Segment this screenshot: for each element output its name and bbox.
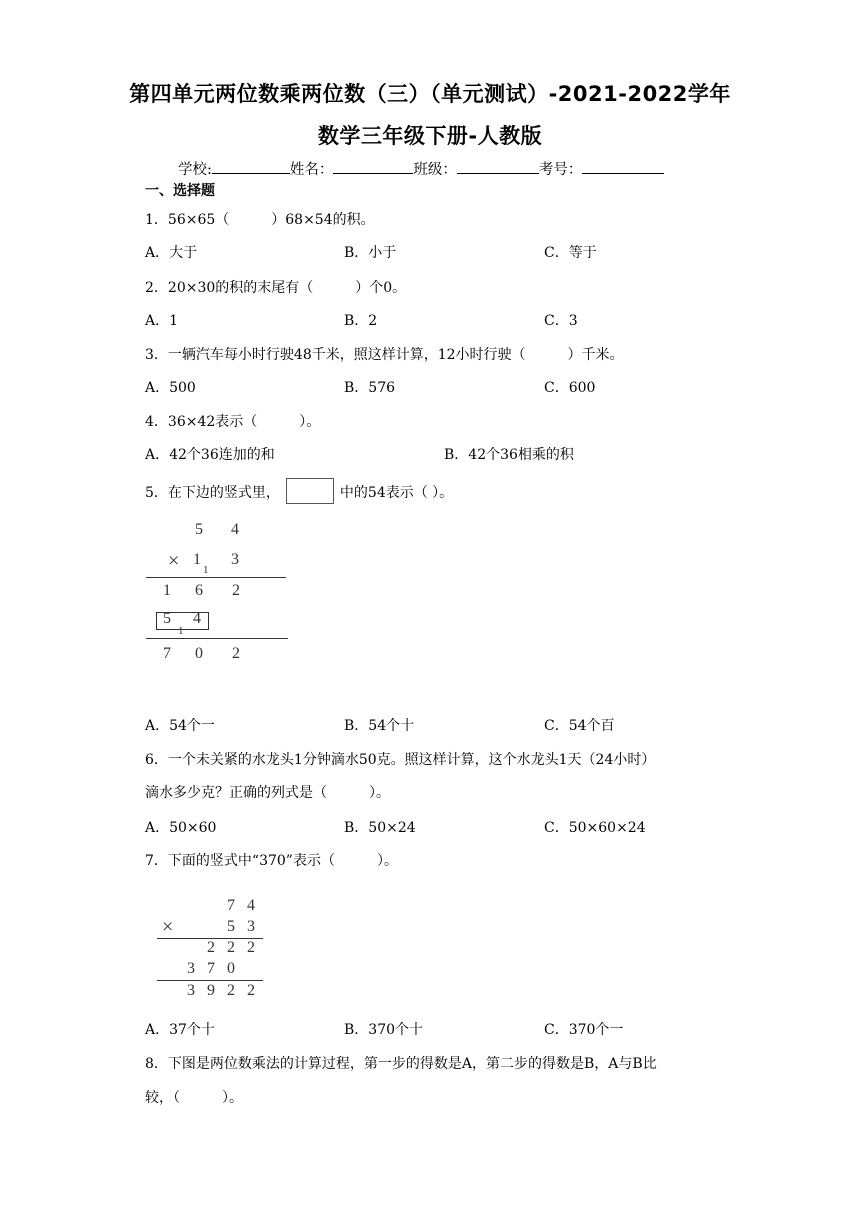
q7-result-thousands: 3 xyxy=(187,982,195,999)
q2-option-c: C．3 xyxy=(544,313,578,329)
q5-text-after: 中的54表示（ ）。 xyxy=(339,485,454,501)
q5-option-a: A．54个一 xyxy=(145,718,215,734)
q7-partial2-thousands: 3 xyxy=(187,960,195,977)
exam-no-label: 考号： xyxy=(538,162,583,178)
q5-multiplicand-ones: 4 xyxy=(231,521,239,538)
question-8-line-1: 8．下图是两位数乘法的计算过程，第一步的得数是A，第二步的得数是B，A与B比 xyxy=(145,1056,657,1072)
class-blank xyxy=(457,159,539,174)
q5-multiplier-tens: 1 xyxy=(193,551,201,568)
q7-multiplicand-ones: 4 xyxy=(247,897,255,914)
q7-result-ones: 2 xyxy=(247,982,255,999)
q3-option-c: C．600 xyxy=(544,380,596,396)
school-label: 学校: xyxy=(178,162,212,178)
q5-partial2-tens: 4 xyxy=(193,610,201,627)
answer-box-icon xyxy=(286,478,334,504)
q4-option-a: A．42个36连加的和 xyxy=(145,447,275,463)
q7-partial1-tens: 2 xyxy=(227,939,235,956)
q3-option-a: A．500 xyxy=(145,380,196,396)
question-3: 3．一辆汽车每小时行驶48千米，照这样计算，12小时行驶（ ）千米。 xyxy=(145,347,624,363)
q5-times-sign: × xyxy=(168,550,180,572)
school-blank xyxy=(212,159,290,174)
title-line-2: 数学三年级下册-人教版 xyxy=(317,124,543,148)
q5-partial1-hundreds: 1 xyxy=(163,582,171,599)
q7-partial2-hundreds: 7 xyxy=(207,960,215,977)
question-5 xyxy=(145,480,453,506)
q7-multiplier-tens: 5 xyxy=(227,918,235,935)
q7-partial1-hundreds: 2 xyxy=(207,939,215,956)
q2-option-a: A．1 xyxy=(145,313,179,329)
q7-option-c: C．370个一 xyxy=(544,1022,624,1038)
q1-option-c: C．等于 xyxy=(544,245,597,261)
section-title: 一、选择题 xyxy=(145,183,215,199)
q7-option-b: B．370个十 xyxy=(344,1022,424,1038)
q7-result-tens: 2 xyxy=(227,982,235,999)
name-blank xyxy=(333,159,413,174)
q7-partial2-tens: 0 xyxy=(227,960,235,977)
q7-multiplier-ones: 3 xyxy=(247,918,255,935)
question-1: 1．56×65（ ）68×54的积。 xyxy=(145,212,375,228)
question-7: 7．下面的竖式中“370”表示（ ）。 xyxy=(145,853,398,869)
q1-option-a: A．大于 xyxy=(145,245,198,261)
q5-result-ones: 2 xyxy=(232,645,240,662)
q5-carry-1: 1 xyxy=(203,564,209,576)
q1-option-b: B．小于 xyxy=(344,245,397,261)
q5-partial2-hundreds: 5 xyxy=(163,610,171,627)
exam-no-blank xyxy=(582,159,664,174)
question-8-line-2: 较，（ ）。 xyxy=(145,1090,243,1106)
q7-times-sign: × xyxy=(162,916,174,938)
student-info-line xyxy=(178,158,664,179)
q5-result-tens: 0 xyxy=(195,645,203,662)
q3-option-b: B．576 xyxy=(344,380,396,396)
question-4: 4．36×42表示（ ）。 xyxy=(145,414,321,430)
question-2: 2．20×30的积的末尾有（ ）个0。 xyxy=(145,280,407,296)
q5-partial1-tens: 6 xyxy=(195,582,203,599)
q5-divider-1 xyxy=(146,577,286,578)
q4-option-b: B．42个36相乘的积 xyxy=(444,447,574,463)
q5-multiplier-ones: 3 xyxy=(231,551,239,568)
question-6-line-1: 6．一个未关紧的水龙头1分钟滴水50克。照这样计算，这个水龙头1天（24小时） xyxy=(145,752,656,768)
q5-partial1-ones: 2 xyxy=(232,582,240,599)
class-label: 班级： xyxy=(413,162,457,178)
q5-divider-2 xyxy=(146,638,288,639)
q5-carry-2: 1 xyxy=(178,625,184,637)
q5-option-c: C．54个百 xyxy=(544,718,615,734)
q7-option-a: A．37个十 xyxy=(145,1022,215,1038)
q7-partial1-ones: 2 xyxy=(247,939,255,956)
q7-multiplicand-tens: 7 xyxy=(227,897,235,914)
q2-option-b: B．2 xyxy=(344,313,378,329)
q5-result-hundreds: 7 xyxy=(163,645,171,662)
title-line-1: 第四单元两位数乘两位数（三）（单元测试）-2021-2022学年 xyxy=(129,82,731,106)
q5-multiplicand-tens: 5 xyxy=(195,521,203,538)
question-6-line-2: 滴水多少克？正确的列式是（ ）。 xyxy=(145,785,390,801)
q7-divider-2 xyxy=(157,980,263,981)
name-label: 姓名： xyxy=(289,162,334,178)
q6-option-c: C．50×60×24 xyxy=(544,820,646,836)
q7-result-hundreds: 9 xyxy=(207,982,215,999)
q6-option-b: B．50×24 xyxy=(344,820,416,836)
q6-option-a: A．50×60 xyxy=(145,820,217,836)
q5-text-before: 5．在下边的竖式里， xyxy=(145,485,280,501)
q5-option-b: B．54个十 xyxy=(344,718,415,734)
